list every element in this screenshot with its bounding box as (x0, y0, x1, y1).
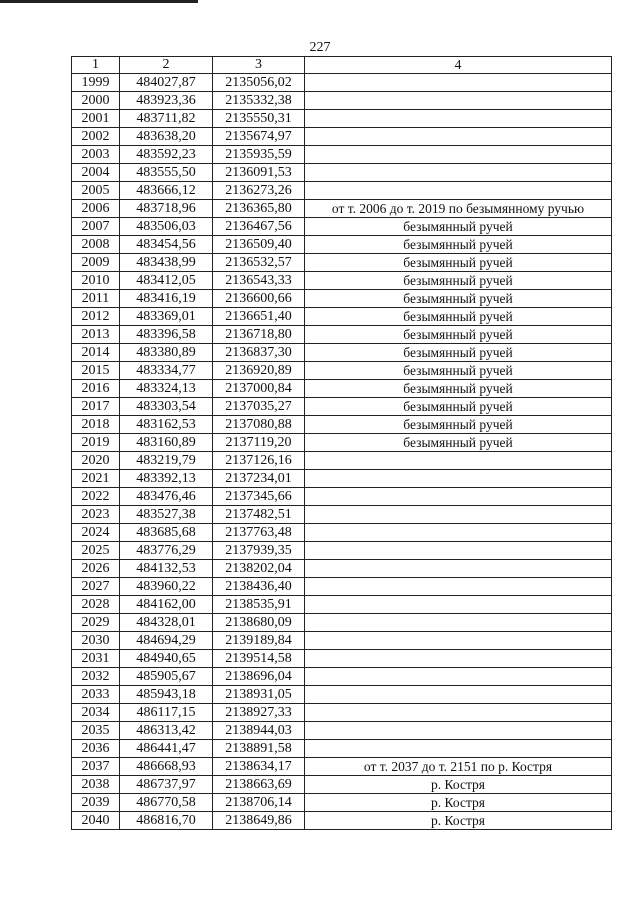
column-header-4: 4 (305, 57, 612, 74)
table-row (72, 452, 612, 470)
y-coordinate-cell: 2137345,66 (213, 488, 305, 506)
point-number-cell: 2033 (72, 686, 120, 704)
description-cell (305, 488, 612, 506)
point-number-cell: 2035 (72, 722, 120, 740)
point-number-cell: 2019 (72, 434, 120, 452)
description-cell: безымянный ручей (305, 272, 612, 290)
coordinates-table (71, 56, 612, 830)
x-coordinate-cell: 483438,99 (120, 254, 213, 272)
x-coordinate-cell: 484162,00 (120, 596, 213, 614)
description-cell (305, 722, 612, 740)
y-coordinate-cell: 2136467,56 (213, 218, 305, 236)
y-coordinate-cell: 2135674,97 (213, 128, 305, 146)
x-coordinate-cell: 483412,05 (120, 272, 213, 290)
point-number-cell: 2004 (72, 164, 120, 182)
y-coordinate-cell: 2136509,40 (213, 236, 305, 254)
table-row (72, 704, 612, 722)
x-coordinate-cell: 483555,50 (120, 164, 213, 182)
x-coordinate-cell: 483960,22 (120, 578, 213, 596)
y-coordinate-cell: 2135935,59 (213, 146, 305, 164)
x-coordinate-cell: 483592,23 (120, 146, 213, 164)
point-number-cell: 2016 (72, 380, 120, 398)
column-header-3: 3 (213, 57, 305, 74)
point-number-cell: 2002 (72, 128, 120, 146)
table-row (72, 596, 612, 614)
point-number-cell: 2000 (72, 92, 120, 110)
y-coordinate-cell: 2139514,58 (213, 650, 305, 668)
y-coordinate-cell: 2135056,02 (213, 74, 305, 92)
y-coordinate-cell: 2136920,89 (213, 362, 305, 380)
table-row (72, 254, 612, 272)
point-number-cell: 2010 (72, 272, 120, 290)
table-row (72, 776, 612, 794)
x-coordinate-cell: 483776,29 (120, 542, 213, 560)
x-coordinate-cell: 483527,38 (120, 506, 213, 524)
y-coordinate-cell: 2135332,38 (213, 92, 305, 110)
y-coordinate-cell: 2136718,80 (213, 326, 305, 344)
y-coordinate-cell: 2136091,53 (213, 164, 305, 182)
description-cell (305, 452, 612, 470)
description-cell: безымянный ручей (305, 416, 612, 434)
point-number-cell: 2011 (72, 290, 120, 308)
x-coordinate-cell: 483476,46 (120, 488, 213, 506)
x-coordinate-cell: 486441,47 (120, 740, 213, 758)
table-row (72, 128, 612, 146)
y-coordinate-cell: 2138696,04 (213, 668, 305, 686)
point-number-cell: 2032 (72, 668, 120, 686)
description-cell: безымянный ручей (305, 434, 612, 452)
table-row (72, 362, 612, 380)
point-number-cell: 2026 (72, 560, 120, 578)
x-coordinate-cell: 483369,01 (120, 308, 213, 326)
x-coordinate-cell: 483396,58 (120, 326, 213, 344)
point-number-cell: 2038 (72, 776, 120, 794)
description-cell (305, 506, 612, 524)
x-coordinate-cell: 485905,67 (120, 668, 213, 686)
point-number-cell: 2031 (72, 650, 120, 668)
description-cell (305, 524, 612, 542)
description-cell (305, 704, 612, 722)
table-row (72, 110, 612, 128)
x-coordinate-cell: 484940,65 (120, 650, 213, 668)
y-coordinate-cell: 2138680,09 (213, 614, 305, 632)
table-row (72, 524, 612, 542)
point-number-cell: 2003 (72, 146, 120, 164)
description-cell: р. Костря (305, 794, 612, 812)
y-coordinate-cell: 2138663,69 (213, 776, 305, 794)
table-row (72, 398, 612, 416)
description-cell (305, 632, 612, 650)
y-coordinate-cell: 2136651,40 (213, 308, 305, 326)
y-coordinate-cell: 2137000,84 (213, 380, 305, 398)
description-cell (305, 128, 612, 146)
table-row (72, 272, 612, 290)
y-coordinate-cell: 2137234,01 (213, 470, 305, 488)
x-coordinate-cell: 483638,20 (120, 128, 213, 146)
description-cell: р. Костря (305, 776, 612, 794)
table-row (72, 686, 612, 704)
point-number-cell: 2022 (72, 488, 120, 506)
x-coordinate-cell: 483380,89 (120, 344, 213, 362)
description-cell: безымянный ручей (305, 218, 612, 236)
x-coordinate-cell: 484328,01 (120, 614, 213, 632)
point-number-cell: 2024 (72, 524, 120, 542)
x-coordinate-cell: 483219,79 (120, 452, 213, 470)
description-cell (305, 182, 612, 200)
table-row (72, 308, 612, 326)
y-coordinate-cell: 2138634,17 (213, 758, 305, 776)
table-row (72, 434, 612, 452)
description-cell (305, 668, 612, 686)
point-number-cell: 2018 (72, 416, 120, 434)
x-coordinate-cell: 484132,53 (120, 560, 213, 578)
description-cell: безымянный ручей (305, 326, 612, 344)
point-number-cell: 2012 (72, 308, 120, 326)
table-row (72, 488, 612, 506)
table-row (72, 560, 612, 578)
y-coordinate-cell: 2136532,57 (213, 254, 305, 272)
y-coordinate-cell: 2136273,26 (213, 182, 305, 200)
description-cell: безымянный ручей (305, 308, 612, 326)
y-coordinate-cell: 2135550,31 (213, 110, 305, 128)
x-coordinate-cell: 483160,89 (120, 434, 213, 452)
table-row (72, 326, 612, 344)
point-number-cell: 2037 (72, 758, 120, 776)
table-row (72, 74, 612, 92)
column-header-1: 1 (72, 57, 120, 74)
page-number: 227 (309, 40, 331, 55)
description-cell (305, 74, 612, 92)
y-coordinate-cell: 2137035,27 (213, 398, 305, 416)
y-coordinate-cell: 2136600,66 (213, 290, 305, 308)
description-cell (305, 542, 612, 560)
point-number-cell: 2028 (72, 596, 120, 614)
point-number-cell: 2009 (72, 254, 120, 272)
y-coordinate-cell: 2138535,91 (213, 596, 305, 614)
x-coordinate-cell: 483718,96 (120, 200, 213, 218)
point-number-cell: 2039 (72, 794, 120, 812)
table-row (72, 650, 612, 668)
x-coordinate-cell: 486117,15 (120, 704, 213, 722)
y-coordinate-cell: 2136365,80 (213, 200, 305, 218)
x-coordinate-cell: 483392,13 (120, 470, 213, 488)
description-cell: безымянный ручей (305, 290, 612, 308)
y-coordinate-cell: 2138927,33 (213, 704, 305, 722)
y-coordinate-cell: 2137119,20 (213, 434, 305, 452)
x-coordinate-cell: 486737,97 (120, 776, 213, 794)
point-number-cell: 2014 (72, 344, 120, 362)
point-number-cell: 2023 (72, 506, 120, 524)
table-row (72, 722, 612, 740)
table-row (72, 146, 612, 164)
y-coordinate-cell: 2138202,04 (213, 560, 305, 578)
description-cell (305, 92, 612, 110)
table-header-row (72, 57, 612, 74)
description-cell (305, 596, 612, 614)
table-row (72, 380, 612, 398)
description-cell: р. Костря (305, 812, 612, 830)
y-coordinate-cell: 2138436,40 (213, 578, 305, 596)
point-number-cell: 2034 (72, 704, 120, 722)
point-number-cell: 2017 (72, 398, 120, 416)
x-coordinate-cell: 484694,29 (120, 632, 213, 650)
x-coordinate-cell: 486313,42 (120, 722, 213, 740)
point-number-cell: 2025 (72, 542, 120, 560)
y-coordinate-cell: 2138706,14 (213, 794, 305, 812)
table-row (72, 794, 612, 812)
table-row (72, 632, 612, 650)
description-cell (305, 470, 612, 488)
description-cell (305, 578, 612, 596)
x-coordinate-cell: 483666,12 (120, 182, 213, 200)
table-row (72, 182, 612, 200)
point-number-cell: 2029 (72, 614, 120, 632)
table-row (72, 290, 612, 308)
table-row (72, 578, 612, 596)
y-coordinate-cell: 2137126,16 (213, 452, 305, 470)
x-coordinate-cell: 486770,58 (120, 794, 213, 812)
table-row (72, 812, 612, 830)
point-number-cell: 2006 (72, 200, 120, 218)
table-row (72, 344, 612, 362)
y-coordinate-cell: 2139189,84 (213, 632, 305, 650)
table-row (72, 614, 612, 632)
x-coordinate-cell: 483923,36 (120, 92, 213, 110)
table-row (72, 164, 612, 182)
x-coordinate-cell: 486816,70 (120, 812, 213, 830)
description-cell (305, 650, 612, 668)
x-coordinate-cell: 486668,93 (120, 758, 213, 776)
point-number-cell: 2013 (72, 326, 120, 344)
x-coordinate-cell: 483324,13 (120, 380, 213, 398)
table-row (72, 542, 612, 560)
description-cell (305, 686, 612, 704)
point-number-cell: 2030 (72, 632, 120, 650)
y-coordinate-cell: 2138649,86 (213, 812, 305, 830)
x-coordinate-cell: 483303,54 (120, 398, 213, 416)
x-coordinate-cell: 485943,18 (120, 686, 213, 704)
description-cell: от т. 2006 до т. 2019 по безымянному ручью (305, 200, 612, 218)
description-cell (305, 110, 612, 128)
description-cell (305, 614, 612, 632)
point-number-cell: 2021 (72, 470, 120, 488)
point-number-cell: 2005 (72, 182, 120, 200)
table-row (72, 416, 612, 434)
description-cell (305, 164, 612, 182)
description-cell: безымянный ручей (305, 380, 612, 398)
x-coordinate-cell: 483711,82 (120, 110, 213, 128)
point-number-cell: 2001 (72, 110, 120, 128)
point-number-cell: 1999 (72, 74, 120, 92)
y-coordinate-cell: 2138931,05 (213, 686, 305, 704)
description-cell (305, 740, 612, 758)
x-coordinate-cell: 483162,53 (120, 416, 213, 434)
y-coordinate-cell: 2138944,03 (213, 722, 305, 740)
y-coordinate-cell: 2137482,51 (213, 506, 305, 524)
description-cell: безымянный ручей (305, 236, 612, 254)
y-coordinate-cell: 2136543,33 (213, 272, 305, 290)
description-cell: безымянный ручей (305, 362, 612, 380)
description-cell (305, 146, 612, 164)
point-number-cell: 2027 (72, 578, 120, 596)
y-coordinate-cell: 2138891,58 (213, 740, 305, 758)
description-cell: безымянный ручей (305, 344, 612, 362)
x-coordinate-cell: 483454,56 (120, 236, 213, 254)
description-cell: от т. 2037 до т. 2151 по р. Костря (305, 758, 612, 776)
point-number-cell: 2036 (72, 740, 120, 758)
table-row (72, 758, 612, 776)
table-row (72, 218, 612, 236)
point-number-cell: 2015 (72, 362, 120, 380)
table-row (72, 740, 612, 758)
y-coordinate-cell: 2137080,88 (213, 416, 305, 434)
x-coordinate-cell: 484027,87 (120, 74, 213, 92)
table-row (72, 92, 612, 110)
description-cell: безымянный ручей (305, 254, 612, 272)
point-number-cell: 2040 (72, 812, 120, 830)
x-coordinate-cell: 483416,19 (120, 290, 213, 308)
description-cell (305, 560, 612, 578)
x-coordinate-cell: 483334,77 (120, 362, 213, 380)
table-row (72, 200, 612, 218)
point-number-cell: 2008 (72, 236, 120, 254)
table-row (72, 236, 612, 254)
point-number-cell: 2020 (72, 452, 120, 470)
table-row (72, 470, 612, 488)
table-row (72, 668, 612, 686)
x-coordinate-cell: 483506,03 (120, 218, 213, 236)
y-coordinate-cell: 2137939,35 (213, 542, 305, 560)
table-body (72, 57, 612, 830)
table-row (72, 506, 612, 524)
y-coordinate-cell: 2137763,48 (213, 524, 305, 542)
column-header-2: 2 (120, 57, 213, 74)
top-rule (0, 0, 198, 3)
point-number-cell: 2007 (72, 218, 120, 236)
description-cell: безымянный ручей (305, 398, 612, 416)
y-coordinate-cell: 2136837,30 (213, 344, 305, 362)
x-coordinate-cell: 483685,68 (120, 524, 213, 542)
